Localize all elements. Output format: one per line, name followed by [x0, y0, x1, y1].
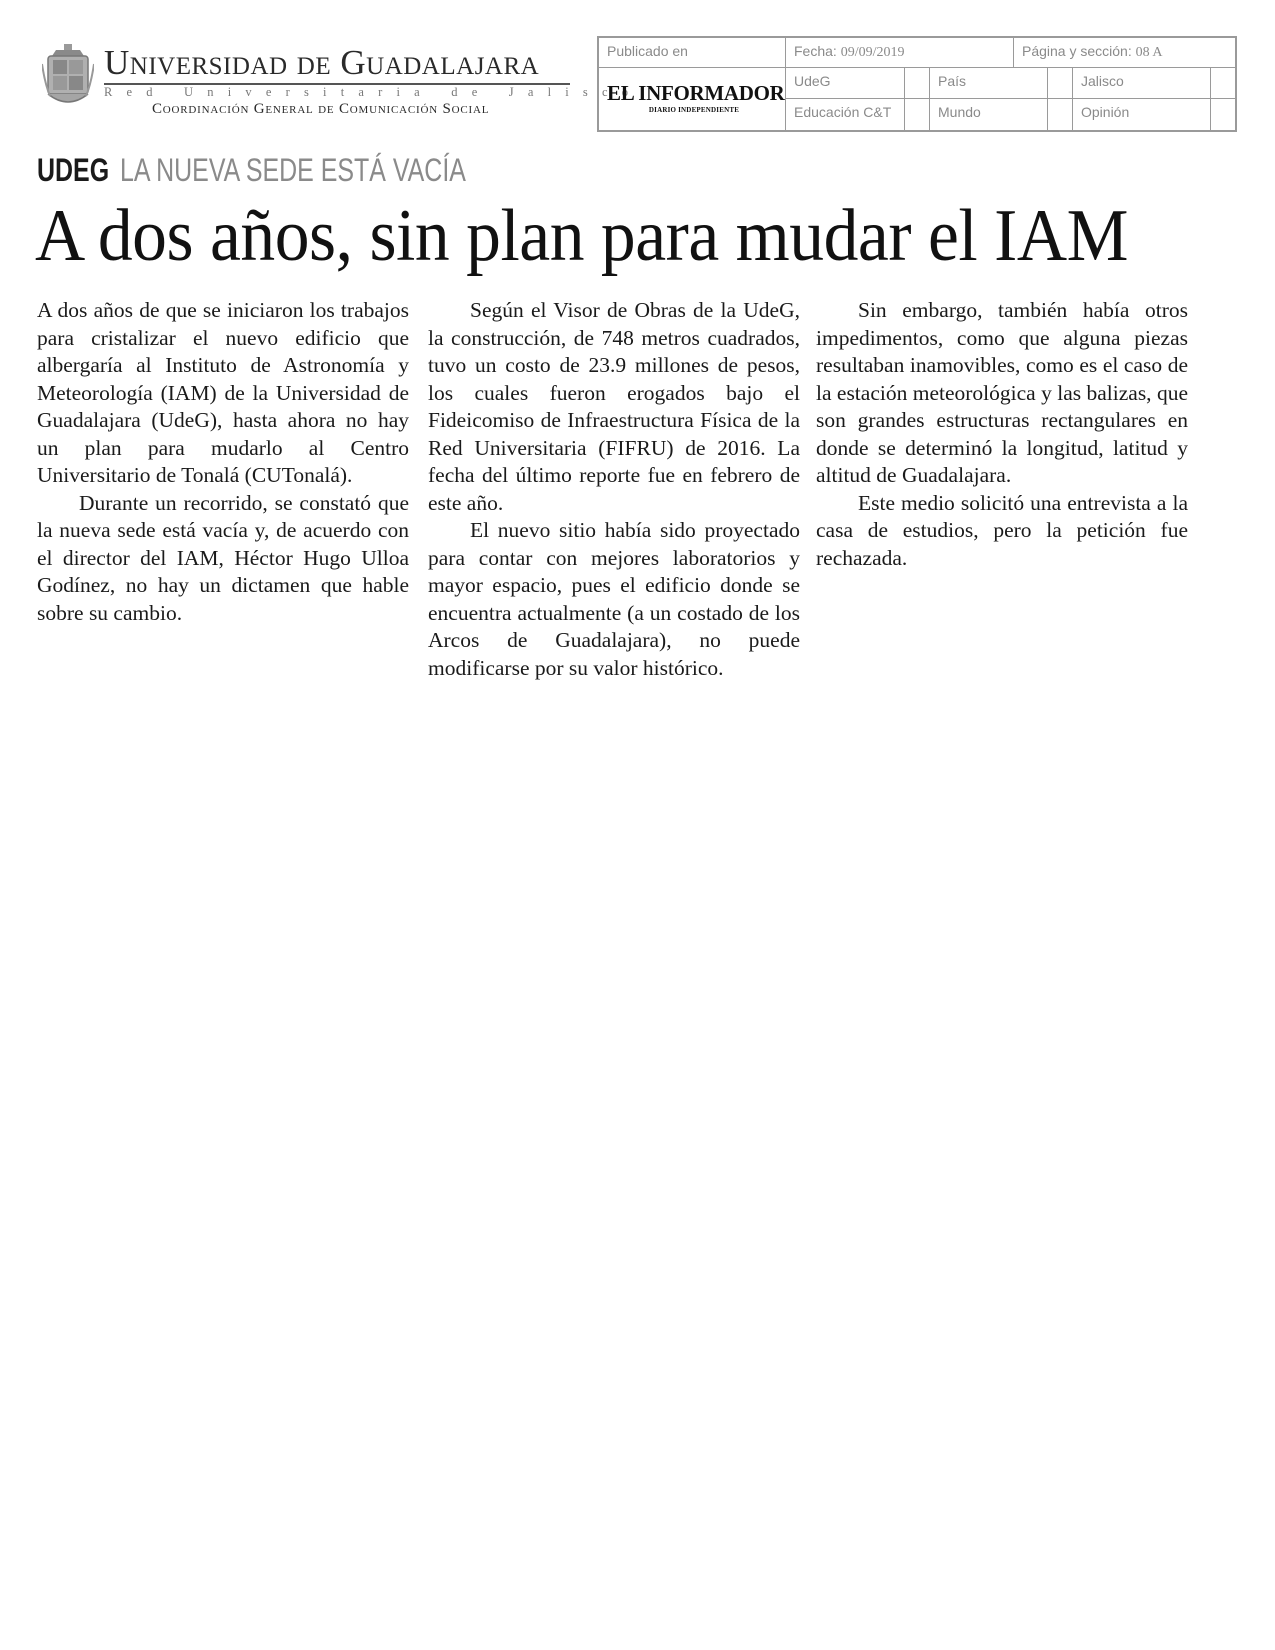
page-section-label: Página y sección:	[1022, 43, 1132, 59]
newspaper-tagline: DIARIO INDEPENDIENTE	[648, 106, 740, 114]
article-paragraph: El nuevo sitio había sido proyectado para contar con mejores laboratorios y mayor espacio, pues el edificio donde se encuentra actualmente (a un costado de los Arcos de Guadalajara), no puede modificarse por su valor histórico.	[428, 518, 800, 680]
category-mundo: Mundo	[929, 99, 1047, 130]
category-pais-checkbox	[1047, 68, 1072, 99]
category-pais: País	[929, 68, 1047, 99]
article-column-1	[37, 297, 409, 627]
category-educacion-checkbox	[904, 99, 929, 130]
university-network: Red Universitaria de Jalisco	[104, 85, 643, 99]
category-opinion-checkbox	[1210, 99, 1235, 130]
coordination-name: Coordinación General de Comunicación Social	[152, 101, 490, 117]
category-jalisco-checkbox	[1210, 68, 1235, 99]
newspaper-name: EL INFORMADOR	[607, 81, 785, 105]
category-educacion: Educación C&T	[794, 104, 892, 120]
kicker-subtitle: LA NUEVA SEDE ESTÁ VACÍA	[120, 152, 466, 188]
category-udeg: UdeG	[786, 68, 904, 99]
date-cell	[786, 38, 1014, 68]
date-value: 09/09/2019	[840, 45, 905, 60]
category-jalisco: Jalisco	[1072, 68, 1210, 99]
category-opinion: Opinión	[1072, 99, 1210, 130]
article-kicker	[37, 152, 466, 188]
category-mundo-checkbox	[1047, 99, 1072, 130]
university-name: Universidad de Guadalajara	[104, 43, 540, 82]
article-paragraph: Durante un recorrido, se constató que la nueva sede está vacía y, de acuerdo con el director del IAM, Héctor Hugo Ulloa Godínez, no hay un dictamen que hable sobre su cambio.	[37, 490, 409, 625]
article-headline: A dos años, sin plan para mudar el IAM	[35, 195, 1128, 277]
kicker-section: UDEG	[37, 152, 110, 188]
article-column-2	[428, 297, 800, 682]
article-paragraph: Según el Visor de Obras de la UdeG, la construcción, de 748 metros cuadrados, tuvo un costo de 23.9 millones de pesos, los cuales fueron erogados bajo el Fideicomiso de Infraestructura Física de la Red Universitaria (FIFRU) de 2016. La fecha del último reporte fue en febrero de este año.	[428, 298, 800, 515]
article-paragraph: A dos años de que se iniciaron los trabajos para cristalizar el nuevo edificio que albergaría al Instituto de Astronomía y Meteorología (IAM) de la Universidad de Guadalajara (UdeG), hasta ahora no hay un plan para mudarlo al Centro Universitario de Tonalá (CUTonalá).	[37, 298, 409, 487]
article-paragraph: Este medio solicitó una entrevista a la casa de estudios, pero la petición fue rechazada.	[816, 490, 1188, 570]
article-paragraph: Sin embargo, también había otros impedimentos, como que alguna piezas resultaban inamovibles, como es el caso de la estación meteorológica y las balizas, que son grandes estructuras rectangulares en donde se determinó la longitud, latitud y altitud de Guadalajara.	[816, 298, 1188, 487]
category-udeg-checkbox	[904, 68, 929, 99]
newspaper-logo	[599, 68, 786, 130]
page-section-cell	[1014, 38, 1235, 68]
page-section-value: 08 A	[1135, 45, 1163, 60]
university-seal-logo	[42, 44, 94, 110]
date-label: Fecha:	[794, 43, 837, 59]
published-label: Publicado en	[599, 38, 786, 68]
publication-info-table	[597, 36, 1237, 132]
article-column-3	[816, 297, 1188, 572]
